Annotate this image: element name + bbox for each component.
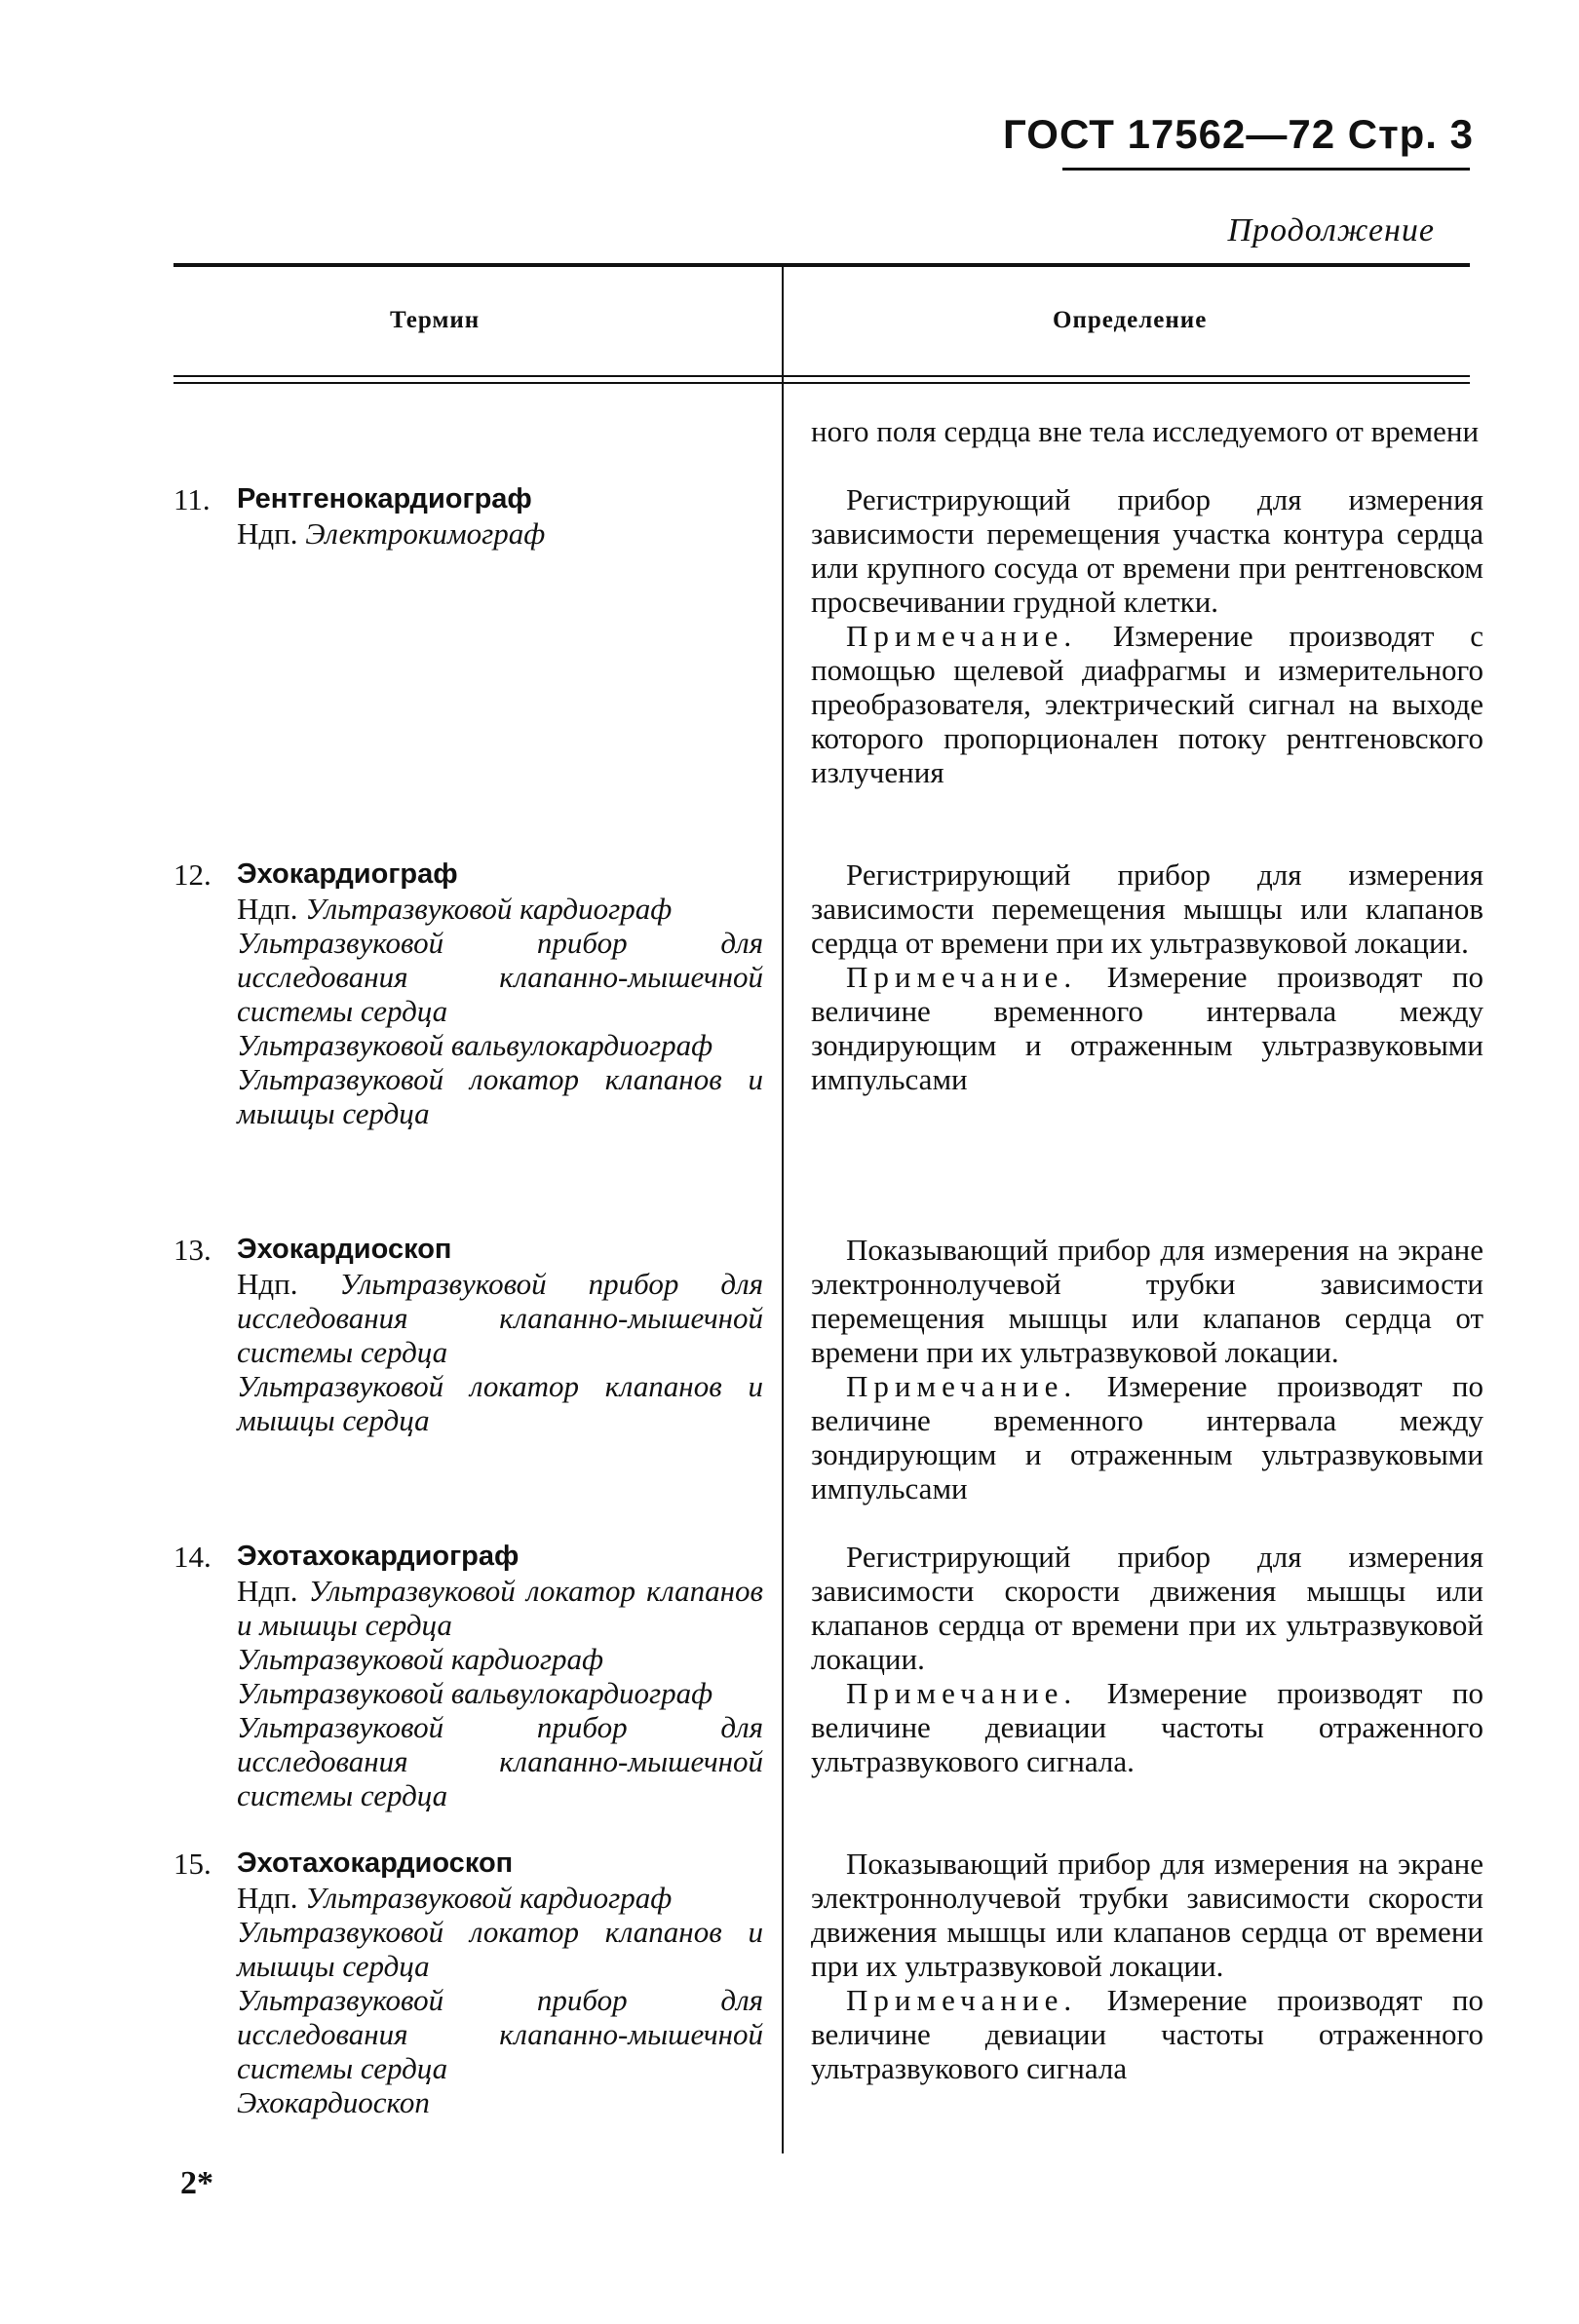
term-number: 15. <box>173 1847 212 1881</box>
definition-entry-12 <box>811 857 1483 1096</box>
column-divider <box>782 265 784 2153</box>
signature-mark: 2* <box>180 2165 213 2201</box>
term-synonym: Ультразвуковой прибор для исследования клапанно-мышечной системы сердца <box>237 1710 763 1812</box>
carryover-text: ного поля сердца вне тела исследуемого от времени <box>811 414 1480 448</box>
term-number: 12. <box>173 857 212 892</box>
definition-carryover <box>811 414 1483 448</box>
term-name: Эхокардиоскоп <box>237 1234 452 1265</box>
term-synonym: Ультразвуковой локатор клапанов и мышцы сердца <box>237 1369 763 1437</box>
ndp-label: Ндп. <box>237 1574 298 1608</box>
definition-text: Показывающий прибор для измерения на экране электроннолучевой трубки зависимости скорости движения мышцы или клапанов сердца от времени при их ультразвуковой локации. <box>811 1847 1483 1983</box>
definition-text: Показывающий прибор для измерения на экране электроннолучевой трубки зависимости перемещения мышцы или клапанов сердца от времени при их ультразвуковой локации. <box>811 1233 1483 1369</box>
term-number: 14. <box>173 1540 212 1574</box>
ndp-label: Ндп. <box>237 516 298 551</box>
term-number: 11. <box>173 482 211 516</box>
definition-entry-13 <box>811 1233 1483 1505</box>
column-header-definition: Определение <box>1053 307 1208 333</box>
term-synonym: Ультразвуковой кардиограф <box>237 1642 603 1676</box>
term-synonym: Ультразвуковой прибор для исследования клапанно-мышечной системы сердца <box>237 1983 763 2085</box>
ndp-label: Ндп. <box>237 1881 298 1915</box>
note-text: Измерение производят по величине временного интервала между зондирующим и отраженным ультразвуковыми импульсами <box>811 960 1483 1096</box>
definition-entry-15 <box>811 1847 1483 2085</box>
term-synonym: Ультразвуковой кардиограф <box>305 1881 673 1915</box>
note-text: Измерение производят по величине временного интервала между зондирующим и отраженным ультразвуковыми импульсами <box>811 1369 1483 1505</box>
definition-text: Регистрирующий прибор для измерения зависимости скорости движения мышцы или клапанов сердца от времени при их ультразвуковой локации. <box>811 1540 1483 1676</box>
term-synonym: Ультразвуковой локатор клапанов и мышцы сердца <box>237 1062 763 1130</box>
term-synonym: Ультразвуковой локатор клапанов и мышцы сердца <box>237 1574 764 1642</box>
note-label: Примечание. <box>846 1676 1078 1710</box>
term-synonym: Ультразвуковой вальвулокардиограф <box>237 1676 713 1710</box>
note-label: Примечание. <box>846 1369 1078 1403</box>
note-label: Примечание. <box>846 1983 1078 2017</box>
page-header-title: ГОСТ 17562—72 Стр. 3 <box>1003 111 1474 157</box>
column-header-term: Термин <box>390 307 481 333</box>
note-label: Примечание. <box>846 619 1078 653</box>
definition-entry-14 <box>811 1540 1483 1778</box>
note-text: Измерение производят с помощью щелевой диафрагмы и измерительного преобразователя, электрический сигнал на выходе которого пропорционален потоку рентгеновского излучения <box>811 619 1483 789</box>
table-header-rule-second <box>173 382 1470 384</box>
term-synonym: Эхокардиоскоп <box>237 2085 430 2119</box>
term-synonym: Ультразвуковой прибор для исследования клапанно-мышечной системы сердца <box>237 1267 764 1369</box>
note-text: Измерение производят по величине девиации частоты отраженного ультразвукового сигнала <box>811 1983 1483 2085</box>
definition-text: Регистрирующий прибор для измерения зависимости перемещения мышцы или клапанов сердца от времени при их ультразвуковой локации. <box>811 857 1483 960</box>
term-synonym: Ультразвуковой локатор клапанов и мышцы сердца <box>237 1915 763 1983</box>
table-top-rule <box>173 263 1470 267</box>
term-synonym: Ультразвуковой прибор для исследования клапанно-мышечной системы сердца <box>237 926 763 1028</box>
term-name: Эхокардиограф <box>237 858 458 890</box>
term-synonym: Ультразвуковой кардиограф <box>305 892 673 926</box>
term-synonym: Ультразвуковой вальвулокардиограф <box>237 1028 713 1062</box>
table-header-rule <box>173 375 1470 377</box>
term-name: Эхотахокардиограф <box>237 1541 520 1572</box>
term-number: 13. <box>173 1233 212 1267</box>
header-rule <box>1062 168 1470 171</box>
definition-entry-11 <box>811 482 1483 789</box>
note-label: Примечание. <box>846 960 1078 994</box>
term-synonym: Электрокимограф <box>305 516 546 551</box>
continuation-label: Продолжение <box>1227 212 1435 248</box>
definition-text: Регистрирующий прибор для измерения зависимости перемещения участка контура сердца или крупного сосуда от времени при рентгеновском просвечивании грудной клетки. <box>811 482 1483 619</box>
term-name: Рентгенокардиограф <box>237 483 532 514</box>
ndp-label: Ндп. <box>237 892 298 926</box>
ndp-label: Ндп. <box>237 1267 298 1301</box>
note-text: Измерение производят по величине девиации частоты отраженного ультразвукового сигнала. <box>811 1676 1483 1778</box>
term-name: Эхотахокардиоскоп <box>237 1848 514 1879</box>
